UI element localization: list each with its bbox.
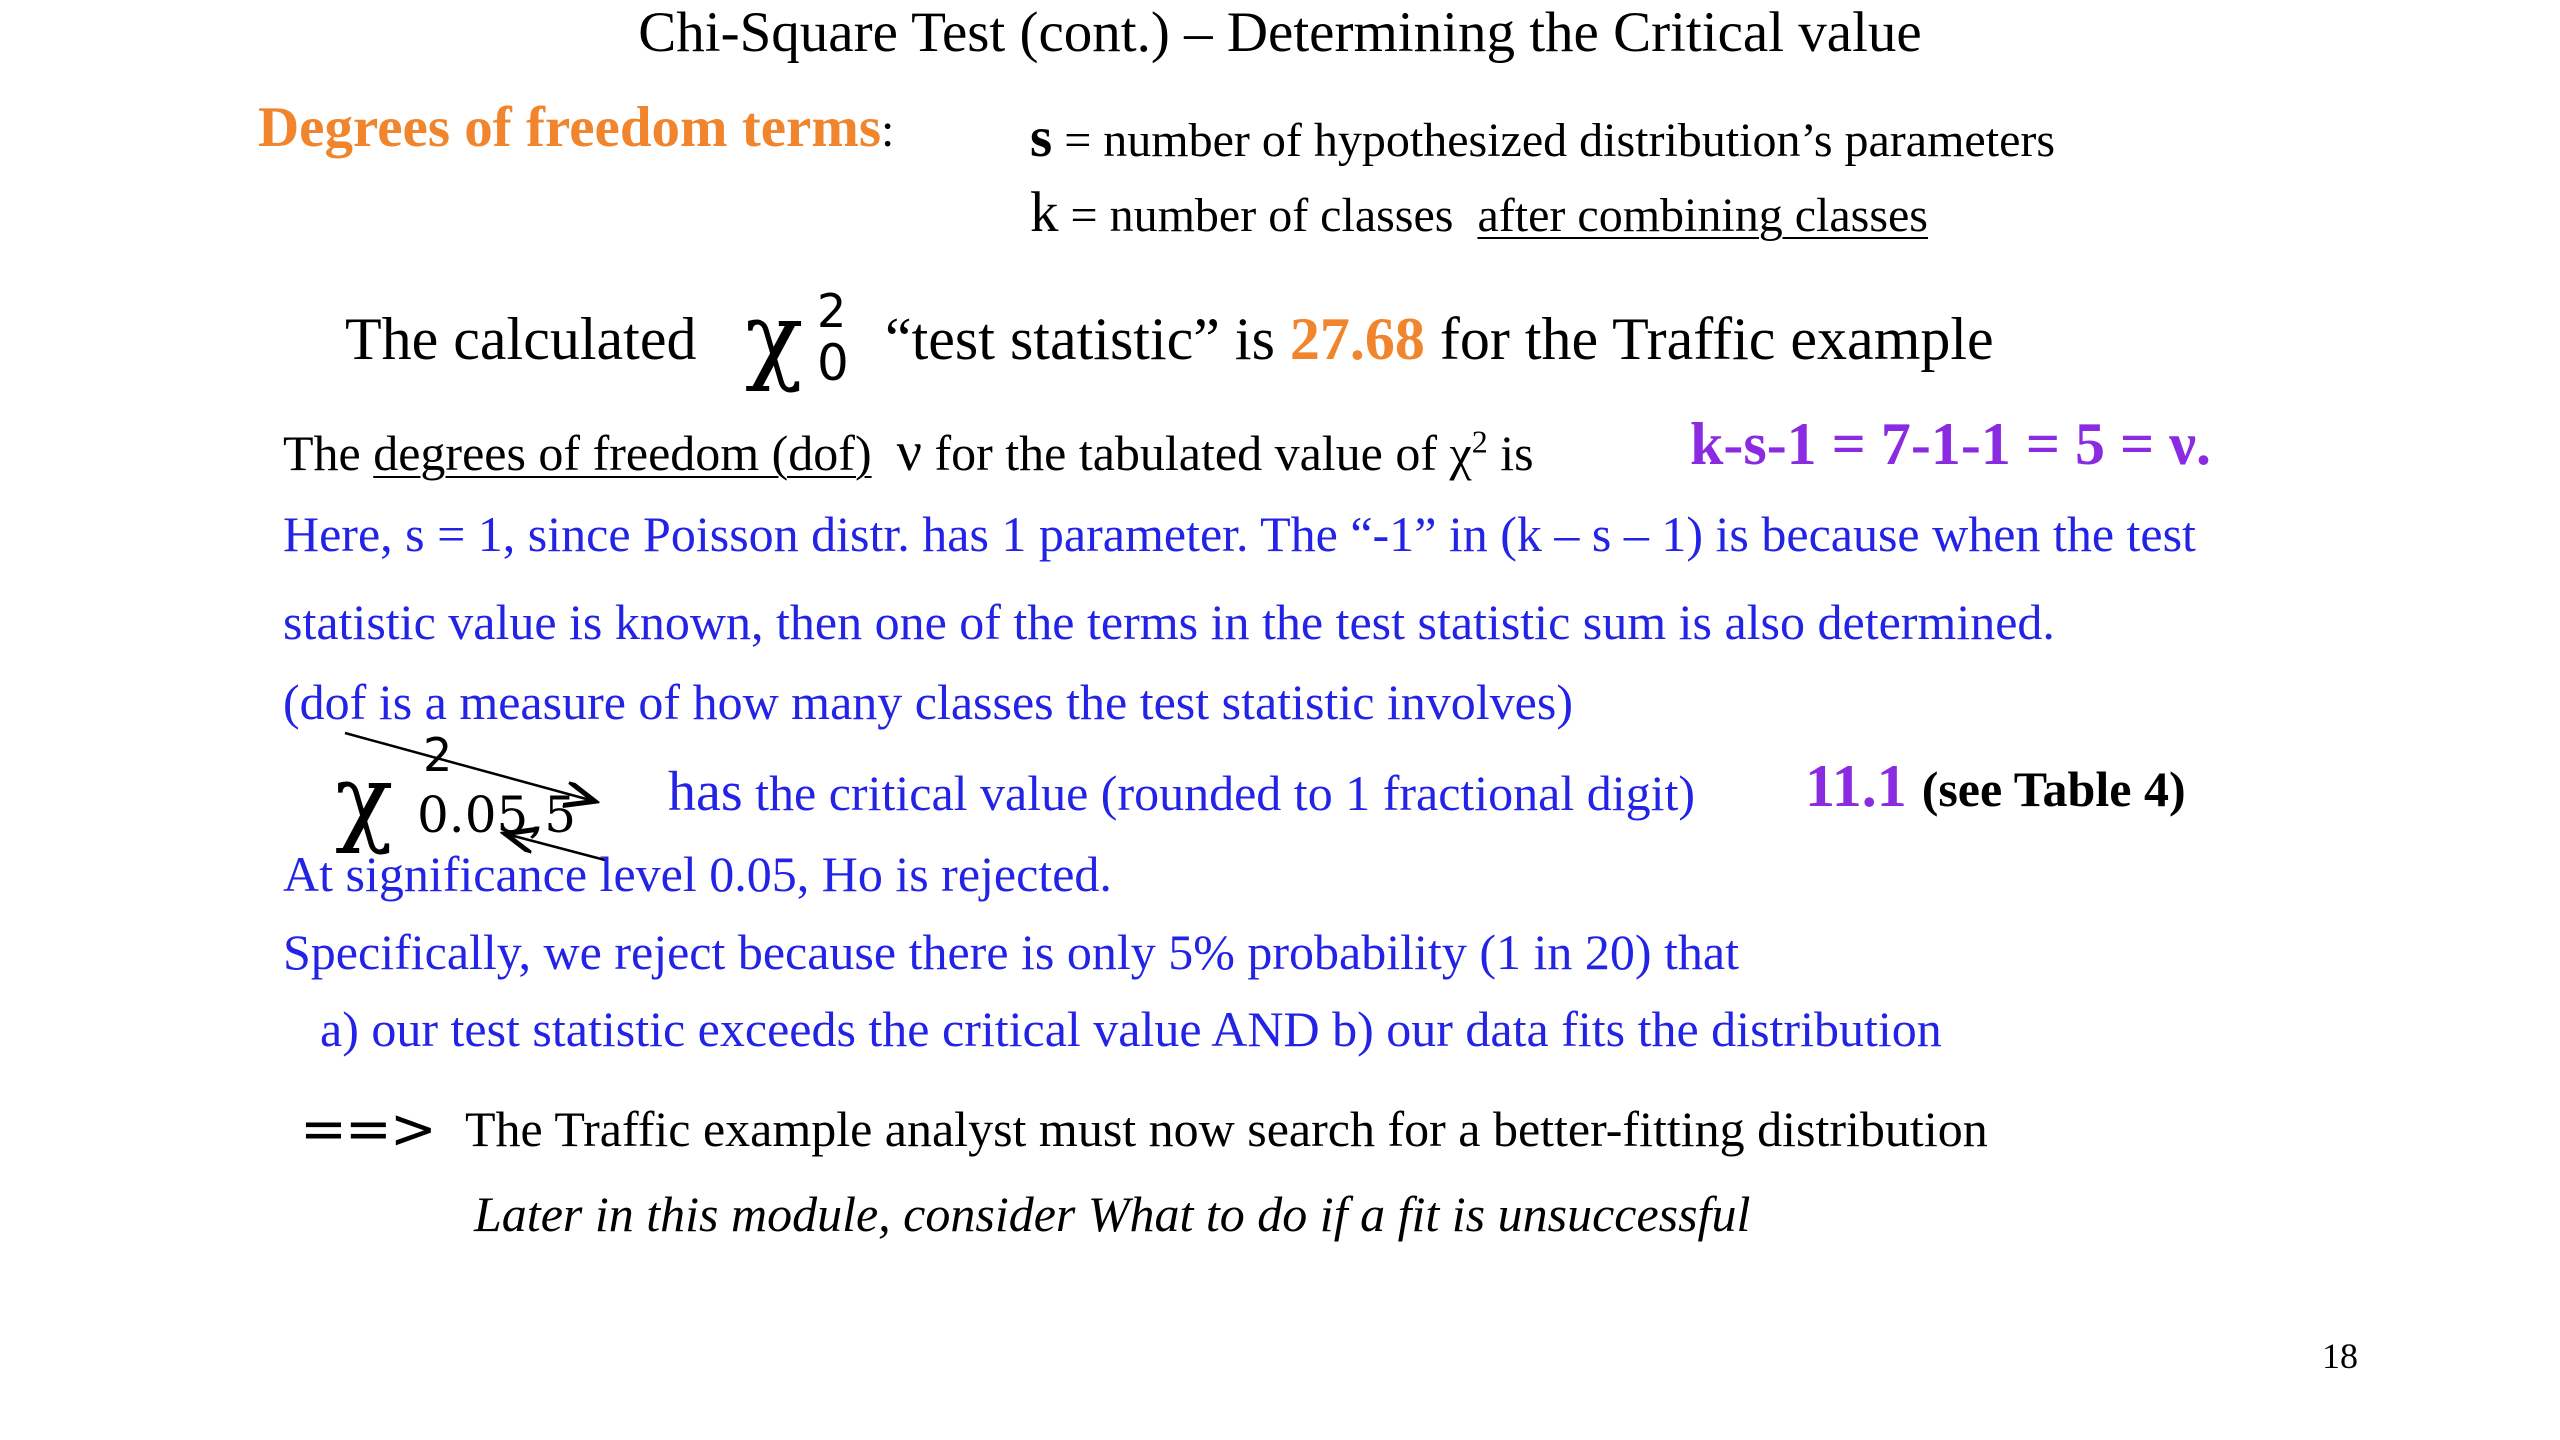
calculated-statistic-line — [345, 305, 696, 374]
explanation-line-2: statistic value is known, then one of the terms in the test statistic sum is also determined. — [283, 594, 2055, 650]
chi-critical-chi: χ — [335, 744, 394, 856]
dof-underlined: degrees of freedom (dof) — [373, 425, 872, 481]
s-symbol: s — [1030, 106, 1053, 169]
dof-terms-colon: : — [881, 104, 895, 157]
k-definition-text: = number of classes — [1070, 189, 1454, 242]
k-symbol: k — [1030, 181, 1059, 244]
chi-subscript: 0 — [817, 334, 849, 392]
dof-formula: k-s-1 = 7-1-1 = 5 = ν. — [1690, 411, 2212, 477]
calc-prefix: The calculated — [345, 306, 697, 372]
chi-zero-symbol — [745, 280, 865, 400]
k-definition — [1030, 180, 1928, 245]
dof-the: The — [283, 425, 361, 481]
chi-critical-superscript: 2 — [423, 728, 453, 782]
calc-suffix: for the Traffic example — [1439, 306, 1994, 372]
chi-critical-subscript: 0.05,5 — [417, 786, 577, 844]
conclusion-line-2: Specifically, we reject because there is only 5% probability (1 in 20) that — [283, 924, 1739, 980]
conclusion-line-3: a) our test statistic exceeds the critical value AND b) our data fits the distribution — [320, 1001, 1942, 1057]
arrow-line-text: The Traffic example analyst must now search for a better-fitting distribution — [465, 1101, 1988, 1157]
arrow-line — [300, 1097, 435, 1162]
calc-value: 27.68 — [1289, 306, 1425, 372]
critical-has: has — [668, 761, 743, 823]
page-number: 18 — [2322, 1336, 2358, 1376]
calc-middle: “test statistic” is — [885, 306, 1275, 372]
dof-terms-heading: Degrees of freedom terms — [258, 96, 882, 159]
dof-is: is — [1500, 425, 1534, 481]
explanation-line-1: Here, s = 1, since Poisson distr. has 1 parameter. The “-1” in (k – s – 1) is because when the test — [283, 506, 2196, 562]
nu-symbol: ν — [896, 421, 922, 483]
dof-line — [283, 420, 1534, 484]
s-definition-text: = number of hypothesized distribution’s parameters — [1064, 114, 2056, 167]
chi-superscript: 2 — [817, 284, 847, 338]
chi-symbol: χ — [745, 282, 804, 394]
italic-note: Later in this module, consider What to do if a fit is unsuccessful — [474, 1186, 1751, 1242]
calculated-statistic-rest — [885, 305, 1994, 374]
implies-arrow: ==> — [300, 1097, 435, 1162]
k-definition-underlined: after combining classes — [1477, 189, 1928, 242]
critical-value-line — [668, 760, 1695, 824]
slide-title: Chi-Square Test (cont.) – Determining the Critical value — [638, 1, 1922, 64]
dof-text: for the tabulated value of — [934, 425, 1438, 481]
critical-value-result — [1805, 752, 2186, 821]
dof-terms-heading-row — [258, 95, 894, 160]
dof-chi: χ — [1449, 425, 1472, 481]
explanation-line-3: (dof is a measure of how many classes the test statistic involves) — [283, 674, 1573, 730]
dof-chi-sup: 2 — [1471, 423, 1488, 460]
table-reference: (see Table 4) — [1921, 761, 2186, 817]
s-definition — [1030, 105, 2055, 170]
critical-value: 11.1 — [1805, 753, 1907, 819]
critical-text: the critical value (rounded to 1 fractional digit) — [755, 765, 1696, 821]
conclusion-line-1: At significance level 0.05, Ho is rejected. — [283, 846, 1112, 902]
